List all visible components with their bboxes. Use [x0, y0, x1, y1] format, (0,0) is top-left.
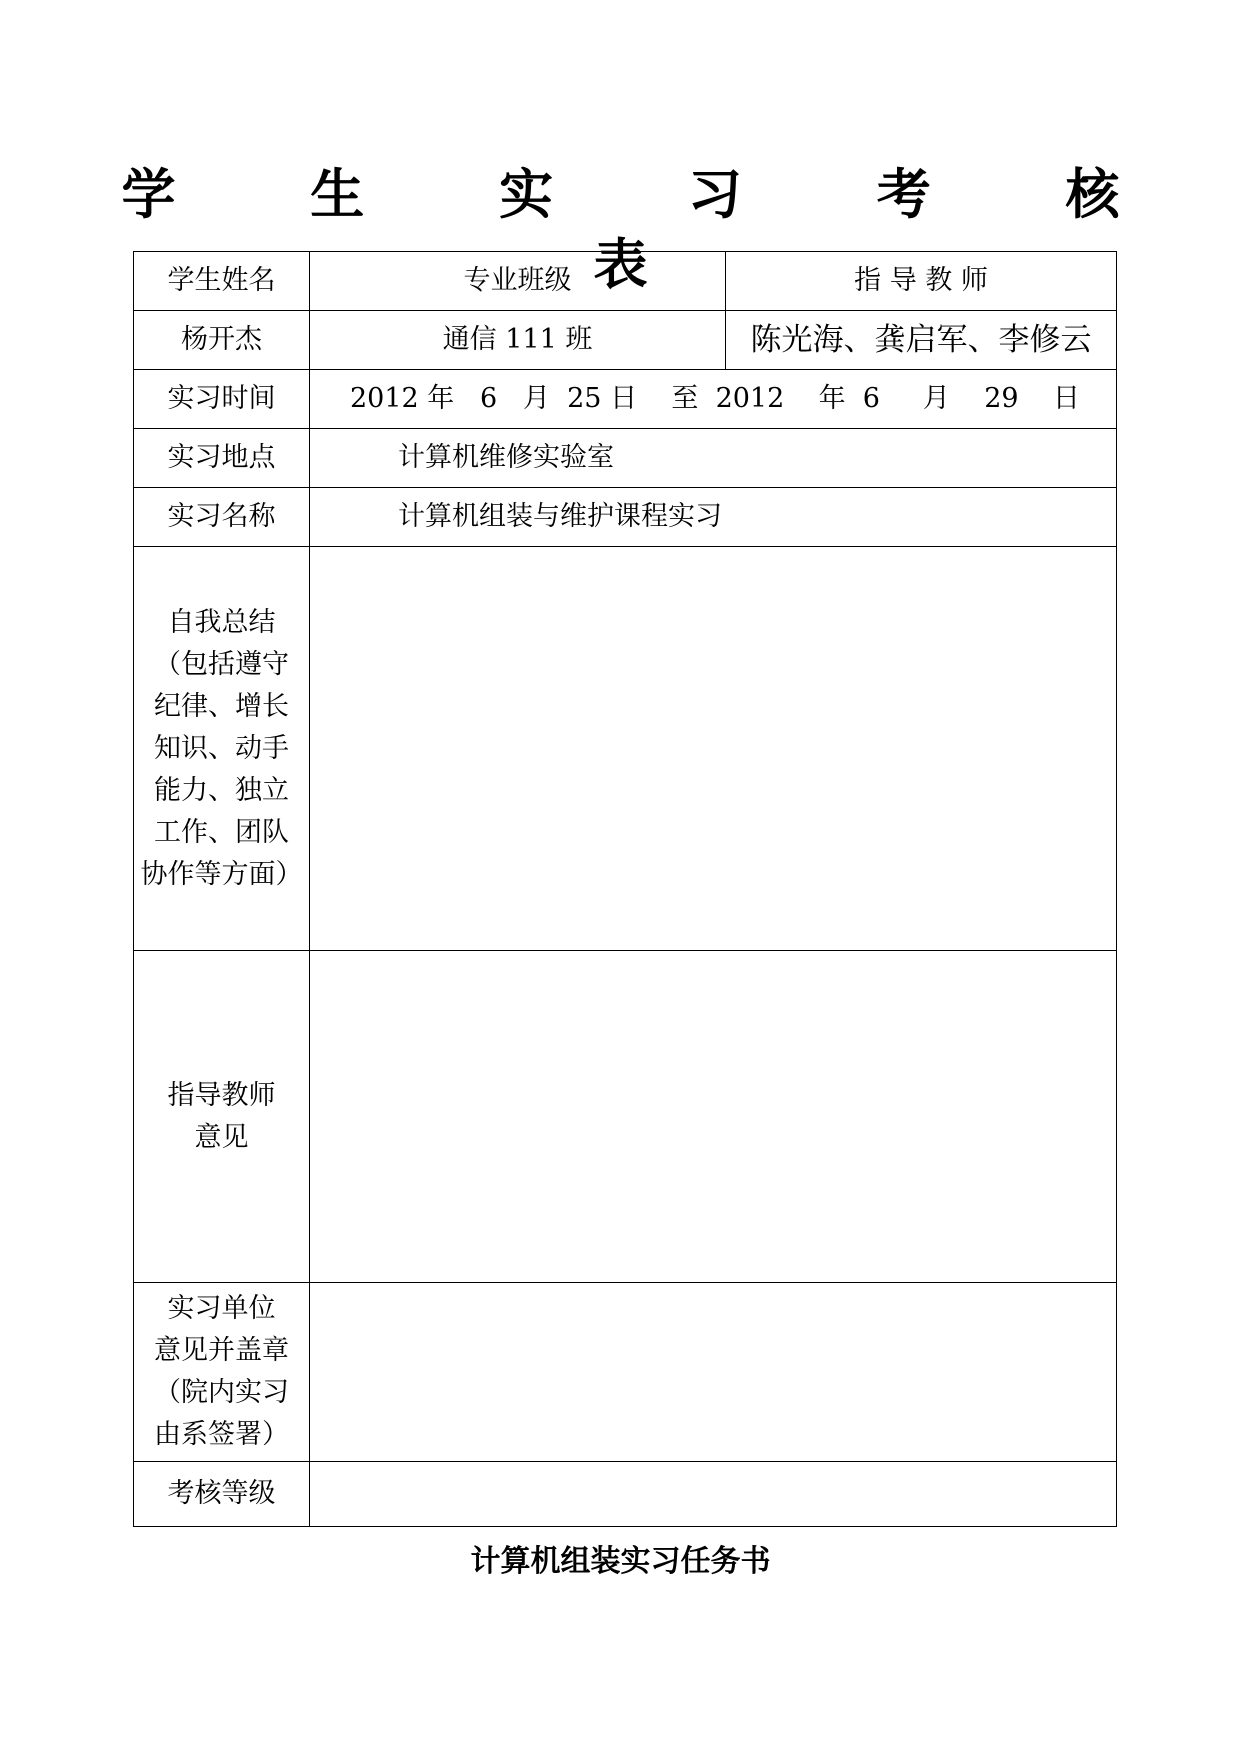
- info-row: [134, 311, 1117, 370]
- unit-opinion-label-line: 意见并盖章: [154, 1335, 289, 1366]
- assessment-table: [133, 251, 1117, 1527]
- location-label: 实习地点: [134, 429, 310, 488]
- self-summary-label-line: 工作、团队: [154, 816, 289, 848]
- name-row: [134, 488, 1117, 547]
- task-book-title: 计算机组装实习任务书: [470, 1544, 771, 1579]
- student-name-value: 杨开杰: [134, 311, 310, 370]
- unit-opinion-label-line: （院内实习: [154, 1377, 289, 1408]
- self-summary-label-line: （包括遵守: [154, 648, 289, 680]
- location-value: 计算机维修实验室: [310, 429, 1117, 488]
- teacher-opinion-label: [134, 951, 310, 1283]
- unit-opinion-row: [134, 1283, 1117, 1462]
- self-summary-label-line: 知识、动手: [154, 732, 289, 764]
- teacher-opinion-label-line: 指导教师: [167, 1079, 276, 1111]
- unit-opinion-label: [134, 1283, 310, 1462]
- student-name-header: 学生姓名: [134, 252, 310, 311]
- unit-opinion-label-line: 由系签署）: [154, 1419, 289, 1450]
- unit-opinion-label-line: 实习单位: [167, 1293, 276, 1324]
- teacher-opinion-value: [310, 951, 1117, 1283]
- class-value: 通信 111 班: [310, 311, 726, 370]
- name-value: 计算机组装与维护课程实习: [310, 488, 1117, 547]
- unit-opinion-value: [310, 1283, 1117, 1462]
- grade-label: 考核等级: [134, 1462, 310, 1527]
- name-label: 实习名称: [134, 488, 310, 547]
- self-summary-label-line: 纪律、增长: [154, 690, 289, 722]
- self-summary-label-line: 自我总结: [167, 606, 276, 638]
- period-label: 实习时间: [134, 370, 310, 429]
- teacher-opinion-label-line: 意见: [194, 1121, 249, 1153]
- period-value: 2012 年 6 月 25 日 至 2012 年 6 月 29 日: [310, 370, 1117, 429]
- period-row: [134, 370, 1117, 429]
- page-title: 学 生 实 习 考 核 表: [121, 163, 1178, 296]
- self-summary-row: [134, 547, 1117, 951]
- class-header: 专业班级: [310, 252, 726, 311]
- teachers-value: 陈光海、龚启军、李修云: [726, 311, 1117, 370]
- grade-value: [310, 1462, 1117, 1527]
- self-summary-label: [134, 547, 310, 951]
- teacher-opinion-row: [134, 951, 1117, 1283]
- self-summary-label-line: 能力、独立: [154, 774, 289, 806]
- grade-row: [134, 1462, 1117, 1527]
- teacher-header: 指 导 教 师: [726, 252, 1117, 311]
- location-row: [134, 429, 1117, 488]
- self-summary-value: [310, 547, 1117, 951]
- self-summary-label-line: 协作等方面）: [140, 858, 303, 890]
- header-row: [134, 252, 1117, 311]
